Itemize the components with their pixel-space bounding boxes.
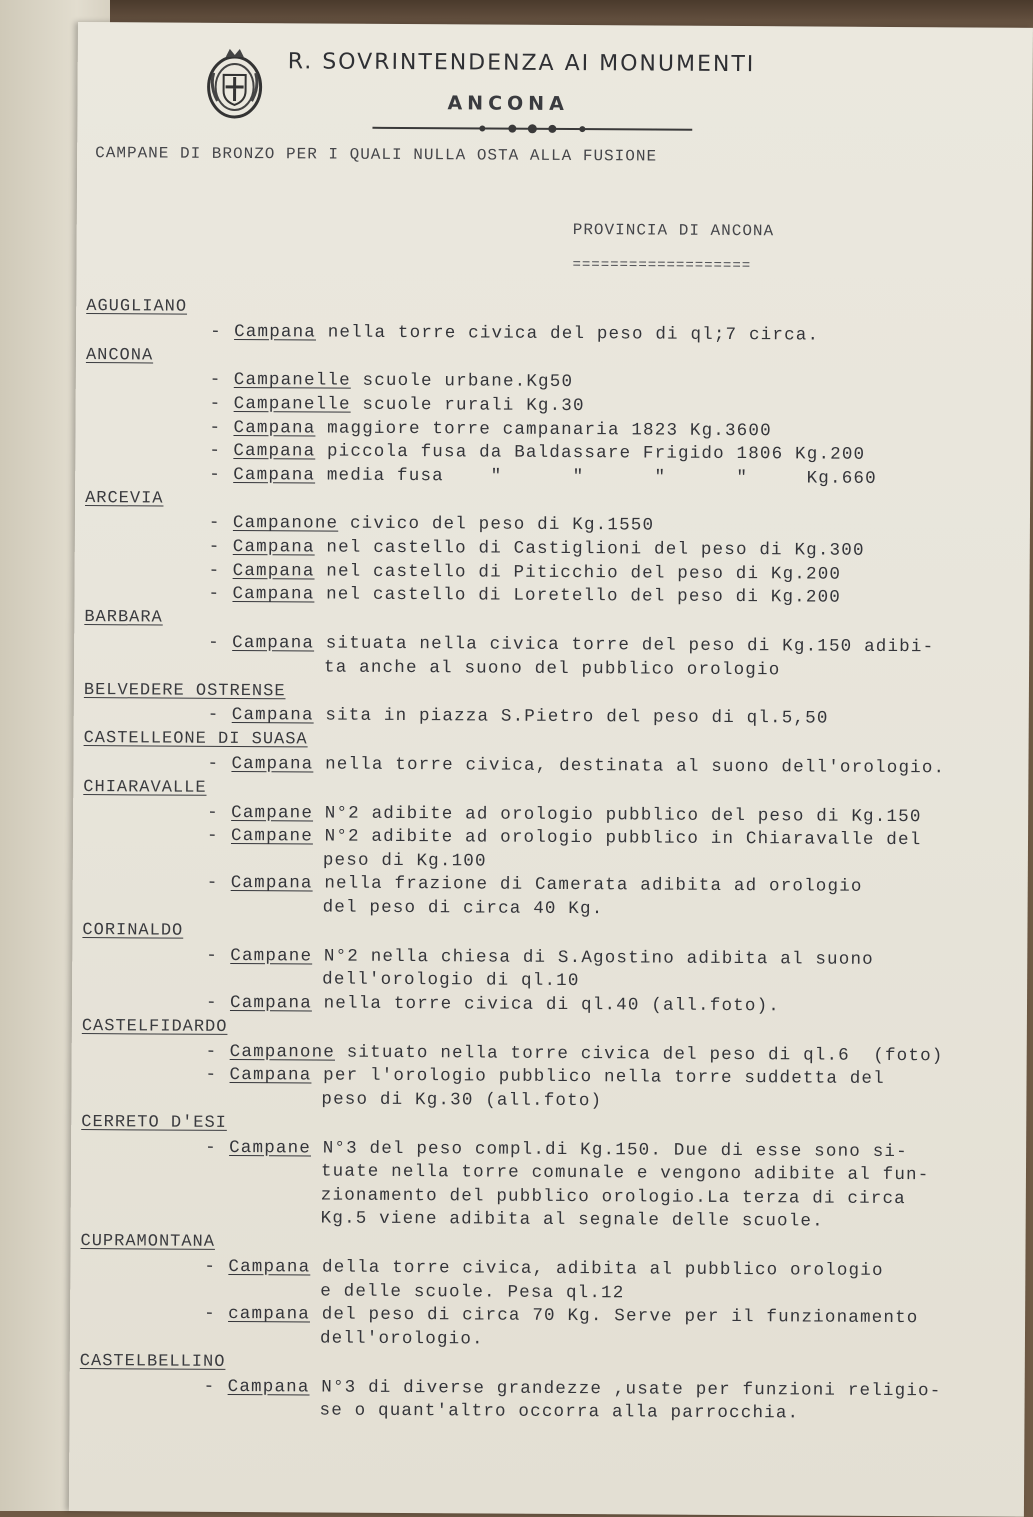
bell-description-continued: dell'orologio di ql.10	[322, 969, 580, 992]
bell-description: scuole rurali Kg.30	[350, 394, 585, 416]
bell-entry	[209, 417, 771, 440]
town-heading: CORINALDO	[82, 921, 184, 941]
entry-dash: -	[205, 1041, 218, 1062]
bell-description: nel castello di Piticchio del peso di Kg.200	[314, 561, 842, 585]
bell-entry	[207, 802, 922, 826]
bell-description-continued: peso di Kg.100	[322, 850, 487, 872]
bell-description-continued: Kg.5 viene adibita al segnale delle scuole.	[320, 1208, 824, 1232]
bell-type: Campana	[231, 753, 314, 775]
bell-entry	[209, 464, 877, 488]
bell-type: Campana	[232, 560, 315, 582]
town-heading: CASTELFIDARDO	[81, 1017, 228, 1037]
bell-entry	[206, 1041, 944, 1066]
town-heading: ANCONA	[85, 345, 154, 366]
bell-description: per l'orologio pubblico nella torre suddetta del	[311, 1065, 885, 1090]
bell-entry	[207, 754, 945, 779]
bell-description-continued: tuate nella torre comunale e vengono adibite al fun-	[320, 1161, 930, 1186]
bell-description-continued: zionamento del pubblico orologio.La terza di circa	[320, 1185, 906, 1209]
bell-description: N°3 del peso compl.di Kg.150. Due di esse sono si-	[310, 1137, 908, 1162]
entry-dash: -	[210, 321, 222, 342]
bell-description: del peso di circa 70 Kg. Serve per il funzionamento	[309, 1304, 919, 1329]
entry-dash: -	[207, 753, 220, 774]
bell-entry	[204, 1376, 942, 1401]
entry-dash: -	[205, 1064, 218, 1086]
bell-entry	[208, 633, 934, 657]
bell-entry	[210, 370, 573, 392]
bell-description-continued: e delle scuole. Pesa ql.12	[320, 1281, 625, 1303]
bell-entry	[206, 993, 780, 1017]
town-heading: CASTELBELLINO	[79, 1351, 226, 1372]
bell-type: Campana	[229, 1065, 312, 1086]
bell-description-continued: se o quant'altro occorra alla parrocchia.	[319, 1400, 800, 1424]
entry-dash: -	[208, 632, 220, 653]
bell-description: N°2 adibite ad orologio pubblico in Chiaravalle del	[312, 826, 922, 851]
bell-type: Campanone	[229, 1041, 336, 1063]
bell-type: Campana	[227, 1376, 310, 1397]
bell-type: Campanone	[232, 513, 339, 534]
town-heading: AGUGLIANO	[86, 297, 188, 317]
bell-description: nel castello di Castiglioni del peso di Kg.300	[314, 537, 865, 561]
entry-dash: -	[208, 536, 221, 557]
bell-description: sita in piazza S.Pietro del peso di ql.5,50	[313, 705, 829, 729]
bell-description-continued: ta anche al suono del pubblico orologio	[324, 657, 781, 680]
organization-city: ANCONA	[447, 92, 569, 115]
bell-description: nella frazione di Camerata adibita ad orologio	[312, 873, 863, 898]
bell-description: situata nella civica torre del peso di Kg.150 adibi-	[314, 633, 935, 658]
entry-dash: -	[206, 873, 219, 894]
entry-dash: -	[207, 704, 220, 726]
bell-description-continued: del peso di circa 40 Kg.	[322, 897, 604, 920]
bell-type: Campane	[231, 802, 314, 824]
province-underline: ===================	[572, 257, 752, 275]
document-title: CAMPANE DI BRONZO PER I QUALI NULLA OSTA ALLA FUSIONE	[95, 144, 658, 166]
bell-type: Campana	[232, 632, 315, 654]
bell-type: Campana	[231, 705, 314, 726]
bell-description-continued: dell'orologio.	[319, 1328, 484, 1350]
entry-dash: -	[206, 945, 219, 966]
bell-description: N°2 adibite ad orologio pubblico del peso di Kg.150	[313, 803, 922, 827]
bell-type: Campana	[229, 992, 312, 1014]
bell-description: piccola fusa da Baldassare Frigido 1806 Kg.200	[315, 441, 866, 465]
entry-dash: -	[205, 992, 218, 1013]
bell-type: Campana	[228, 1256, 311, 1278]
entry-dash: -	[204, 1303, 216, 1325]
entry-dash: -	[205, 1137, 217, 1158]
bell-entry	[206, 945, 874, 969]
town-heading: ARCEVIA	[85, 488, 164, 509]
entry-dash: -	[207, 802, 219, 823]
bell-type: Campana	[230, 873, 313, 894]
bell-type: Campana	[234, 321, 317, 343]
town-heading: CERRETO D'ESI	[81, 1112, 227, 1133]
bell-type: Campane	[230, 826, 314, 847]
document-page	[69, 22, 1033, 1517]
bell-description: nella torre civica, destinata al suono dell'orologio.	[313, 754, 946, 779]
bell-description: nella torre civica di ql.40 (all.foto).	[311, 993, 781, 1017]
bell-entry	[209, 513, 654, 536]
entry-dash: -	[209, 370, 222, 391]
town-heading: CUPRAMONTANA	[80, 1232, 216, 1253]
bell-description: situato nella torre civica del peso di ql.6 (foto)	[334, 1042, 944, 1066]
bell-description: N°3 di diverse grandezze ,usate per funzioni religio-	[309, 1376, 942, 1401]
province-heading: PROVINCIA DI ANCONA	[572, 221, 775, 241]
bell-entry	[208, 584, 841, 608]
bell-entry	[204, 1257, 883, 1281]
entry-dash: -	[208, 513, 221, 534]
bell-entry	[206, 1065, 885, 1089]
bell-type: Campana	[233, 417, 316, 438]
entry-dash: -	[203, 1376, 216, 1397]
bell-description: maggiore torre campanaria 1823 Kg.3600	[315, 417, 772, 441]
bell-description: della torre civica, adibita al pubblico orologio	[310, 1257, 884, 1281]
bell-description: scuole urbane.Kg50	[350, 370, 574, 393]
bell-description-continued: peso di Kg.30 (all.foto)	[321, 1089, 603, 1112]
entry-dash: -	[208, 583, 221, 605]
entry-dash: -	[209, 417, 222, 438]
bell-description: nel castello di Loretello del peso di Kg.200	[314, 584, 842, 608]
organization-name: R. SOVRINTENDENZA AI MONUMENTI	[287, 49, 756, 78]
bell-description: media fusa " " " " Kg.660	[315, 465, 877, 489]
town-heading: CHIARAVALLE	[83, 778, 207, 798]
entry-dash: -	[204, 1256, 217, 1277]
bell-type: Campana	[232, 536, 315, 558]
entry-dash: -	[209, 464, 222, 485]
bell-type: Campanelle	[233, 393, 351, 415]
bell-entry	[209, 537, 865, 561]
bell-entry	[208, 705, 829, 729]
bell-entry	[207, 826, 922, 850]
bell-type: Campane	[230, 945, 313, 967]
bell-entry	[209, 441, 865, 465]
bell-type: Campana	[233, 464, 316, 486]
bell-type: Campana	[232, 584, 315, 605]
bell-type: Campana	[233, 441, 316, 462]
bell-description: nella torre civica del peso di ql;7 circa.	[315, 322, 820, 346]
town-heading: BELVEDERE OSTRENSE	[83, 680, 286, 701]
bell-entry	[207, 873, 863, 897]
bell-entry	[205, 1137, 908, 1161]
entry-dash: -	[209, 440, 222, 461]
bell-type: Campanelle	[233, 370, 351, 391]
bell-description: civico del peso di Kg.1550	[338, 513, 655, 536]
bell-type: Campane	[229, 1137, 312, 1158]
bell-entry	[210, 321, 819, 345]
bell-type: campana	[228, 1304, 311, 1325]
town-heading: BARBARA	[84, 608, 163, 628]
entry-dash: -	[209, 393, 222, 414]
entry-dash: -	[208, 560, 221, 581]
entry-dash: -	[206, 825, 219, 847]
bell-entry	[204, 1304, 919, 1328]
bell-description: N°2 nella chiesa di S.Agostino adibita al suono	[312, 946, 874, 970]
town-heading: CASTELLEONE DI SUASA	[83, 729, 308, 750]
bell-entry	[210, 394, 585, 416]
bell-list	[69, 22, 1033, 1517]
bell-entry	[209, 560, 842, 584]
